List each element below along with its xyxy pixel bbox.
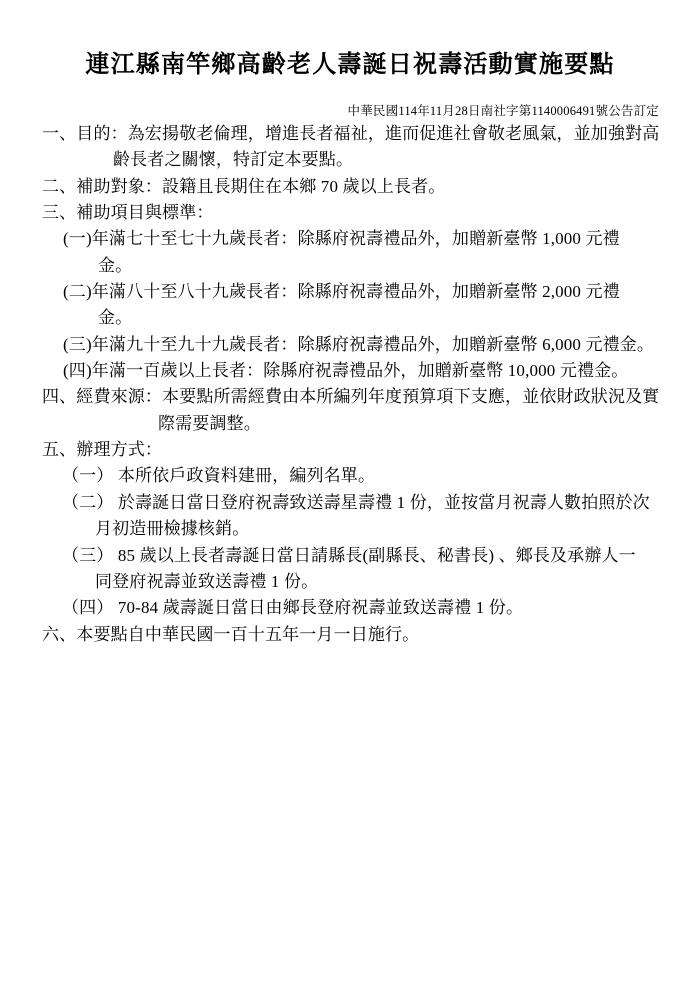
document-line: 金。 [98,308,133,328]
document-line: 同登府祝壽並致送壽禮 1 份。 [95,571,319,591]
announcement-line: 中華民國114年11月28日南社字第1140006491號公告訂定 [347,104,659,118]
document-line: 齡長者之關懷，特訂定本要點。 [113,150,354,170]
document-body [0,121,700,648]
document-line: (二)年滿八十至八十九歲長者：除縣府祝壽禮品外，加贈新臺幣 2,000 元禮 [63,282,620,302]
document-line: （四） 70-84 歲壽誕日當日由鄉長登府祝壽並致送壽禮 1 份。 [62,598,524,618]
document-line: （一） 本所依戶政資料建冊，編列名單。 [62,466,376,486]
document-line: 六、本要點自中華民國一百十五年一月一日施行。 [42,624,420,644]
document-line: 金。 [98,255,133,275]
document-line: 二、補助對象：設籍且長期住在本鄉 70 歲以上長者。 [42,176,446,196]
document-line: 一、目的：為宏揚敬老倫理，增進長者福祉，進而促進社會敬老風氣，並加強對高 [42,124,660,143]
document-line: 月初造冊檢據核銷。 [95,519,250,539]
document-line: (四)年滿一百歲以上長者：除縣府祝壽禮品外，加贈新臺幣 10,000 元禮金。 [63,361,629,381]
document-line: （二） 於壽誕日當日登府祝壽致送壽星壽禮 1 份，並按當月祝壽人數拍照於次 [62,492,650,512]
document-title: 連江縣南竿鄉高齡老人壽誕日祝壽活動實施要點 [85,52,615,78]
document-line: (一)年滿七十至七十九歲長者：除縣府祝壽禮品外，加贈新臺幣 1,000 元禮 [63,229,620,249]
document-line: 五、辦理方式： [42,440,163,460]
document-line: 三、補助項目與標準： [42,203,214,223]
document-line: (三)年滿九十至九十九歲長者：除縣府祝壽禮品外，加贈新臺幣 6,000 元禮金。 [63,334,655,354]
document-line: 四、經費來源：本要點所需經費由本所編列年度預算項下支應，並依財政狀況及實 [42,387,660,407]
document-line: 際需要調整。 [158,413,261,433]
document-line: （三） 85 歲以上長者壽誕日當日請縣長(副縣長、秘書長) 、鄉長及承辦人一 [62,545,636,565]
